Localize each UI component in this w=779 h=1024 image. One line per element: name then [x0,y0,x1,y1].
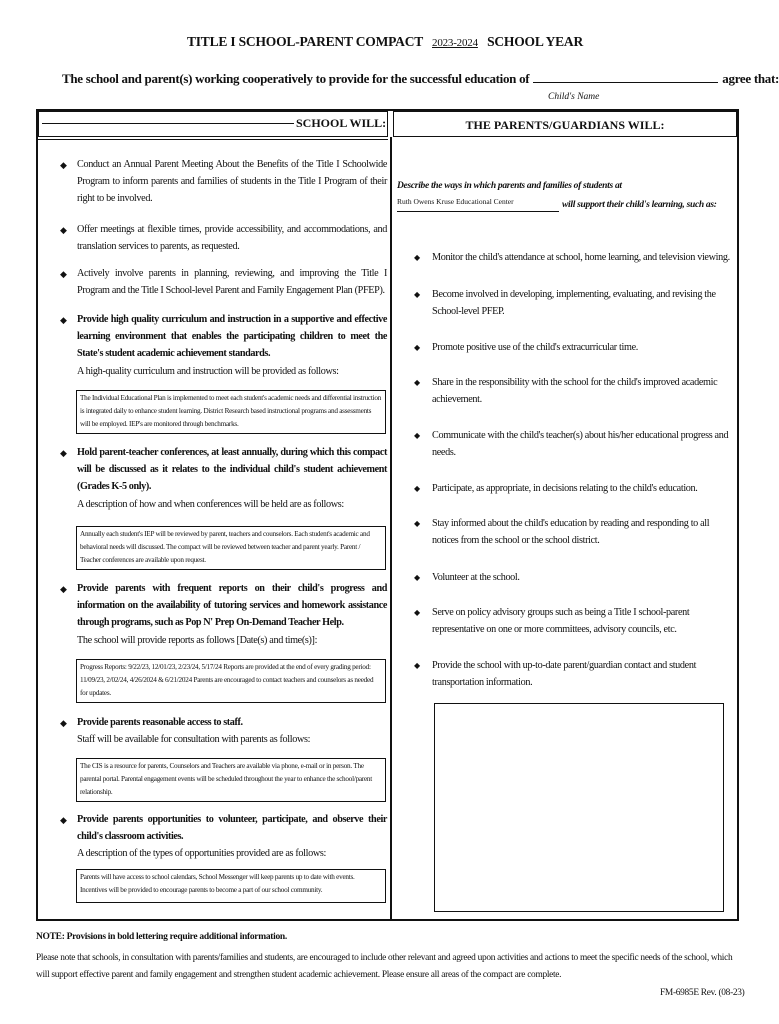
school-item-5-sub: A description of how and when conferences will be held are as follows: [77,499,344,510]
note-text: NOTE: Provisions in bold lettering require additional information. [36,932,287,942]
intro-sentence [62,71,779,87]
parents-will-heading: THE PARENTS/GUARDIANS WILL: [465,118,665,132]
bullet-icon: ◆ [60,315,67,325]
school-item-8-sub: A description of the types of opportunities provided are as follows: [77,848,326,859]
curriculum-box[interactable]: The Individual Educational Plan is implemented to meet each student's academic needs and differential instruction is integrated daily to enhance student learning. District Research based instructional programs and assessments will be employed. IEP's are monitored through benchmarks. [76,390,386,434]
bullet-icon: ◆ [414,608,421,617]
school-item-4-sub: A high-quality curriculum and instruction will be provided as follows: [77,366,339,377]
parent-item-1: Monitor the child's attendance at school, home learning, and television viewing. [432,252,730,263]
bullet-icon: ◆ [60,269,67,279]
school-name-field[interactable]: Ruth Owens Kruse Educational Center [397,197,559,212]
school-name-blank[interactable] [42,123,294,124]
bullet-icon: ◆ [414,431,421,440]
school-year: 2023-2024 [432,37,478,49]
parent-item-9: Serve on policy advisory groups such as being a Title I school-parent representative on one or more committees, advisory councils, etc. [432,607,690,635]
header-rule [38,139,388,140]
school-will-heading: SCHOOL WILL: [296,116,387,130]
reports-box[interactable]: Progress Reports: 9/22/23, 12/01/23, 2/23/24, 5/17/24 Reports are provided at the end of every grading period: 11/09/23, 2/02/24, 4/26/2024 & 6/21/2024 Parents are encouraged to contact teachers and counselors as needed for updates. [76,659,386,703]
bullet-icon: ◆ [60,718,67,728]
parent-item-10: Provide the school with up-to-date parent/guardian contact and student transportation information. [432,660,697,688]
school-item-7-sub: Staff will be available for consultation with parents as follows: [77,734,311,745]
parent-item-6: Participate, as appropriate, in decisions relating to the child's education. [432,483,698,494]
bullet-icon: ◆ [60,225,67,235]
bullet-icon: ◆ [60,448,67,458]
parent-item-4: Share in the responsibility with the school for the child's improved academic achievement. [432,377,718,405]
bullet-icon: ◆ [60,815,67,825]
bullet-icon: ◆ [414,484,421,493]
school-item-5: Hold parent-teacher conferences, at least annually, during which this compact will be discussed as it relates to the individual child's student achievement (Grades K-5 only). [77,447,387,492]
school-item-6-sub: The school will provide reports as follows [Date(s) and time(s)]: [77,635,318,646]
bullet-icon: ◆ [414,519,421,528]
school-item-7: Provide parents reasonable access to staff. [77,717,243,728]
school-item-2: Offer meetings at flexible times, provide accessibility, and accommodations, and translation services to parents, as requested. [77,224,387,252]
intro-start: The school and parent(s) working cooperatively to provide for the successful education of [62,71,530,86]
parent-item-2: Become involved in developing, implementing, evaluating, and revising the School-level PFEP. [432,289,716,317]
parent-item-3: Promote positive use of the child's extracurricular time. [432,342,638,353]
instructions-text: Please note that schools, in consultation with parents/families and students, are encouraged to include other relevant and agreed upon activities and actions to meet the specific needs of the school, which will support effective parent and family engagement and strengthen student academic achievement. Please ensure all areas of the compact are complete. [36,953,733,980]
conferences-box[interactable]: Annually each student's IEP will be reviewed by parent, teachers and counselors. Each student's academic and behavioral needs will discussed. The compact will be reviewed between teacher and parent yearly. Parent / Teacher conferences are available upon request. [76,526,386,570]
school-item-3: Actively involve parents in planning, reviewing, and improving the Title I Program and the Title I School-level Parent and Family Engagement Plan (PFEP). [77,268,387,296]
parent-item-5: Communicate with the child's teacher(s) about his/her educational progress and needs. [432,430,729,458]
school-item-4: Provide high quality curriculum and instruction in a supportive and effective learning environment that enables the participating children to meet the State's student academic achievement standards. [77,314,387,359]
parent-item-7: Stay informed about the child's education by reading and responding to all notices from the school or the school district. [432,518,710,546]
bullet-icon: ◆ [414,343,421,352]
school-item-8: Provide parents opportunities to volunteer, participate, and observe their child's classroom activities. [77,814,387,842]
bullet-icon: ◆ [414,290,421,299]
title-suffix: SCHOOL YEAR [487,34,584,49]
bullet-icon: ◆ [414,661,421,670]
bullet-icon: ◆ [60,584,67,594]
school-item-1: Conduct an Annual Parent Meeting About the Benefits of the Title I Schoolwide Program to inform parents and families of students in the Title I Program of their right to be involved. [77,159,387,204]
parent-additional-box[interactable] [434,703,724,912]
column-divider [390,137,392,921]
bullet-icon: ◆ [414,253,421,262]
title-prefix: TITLE I SCHOOL-PARENT COMPACT [186,34,423,49]
school-item-6: Provide parents with frequent reports on their child's progress and information on the availability of tutoring services and homework assistance through programs, such as Pop N' Prep On-Demand Teacher Help. [77,583,387,628]
volunteer-box[interactable]: Parents will have access to school calendars, School Messenger will keep parents up to date with events. Incentives will be provided to encourage parents to become a part of our school community. [76,869,386,903]
support-text: will support their child's learning, such as: [562,200,717,210]
describe-text: Describe the ways in which parents and families of students at [397,181,622,191]
parent-item-8: Volunteer at the school. [432,572,520,583]
child-name-label: Child's Name [548,92,600,102]
child-name-field[interactable] [533,72,718,83]
page-title [0,34,770,50]
bullet-icon: ◆ [414,573,421,582]
form-number: FM-6985E Rev. (08-23) [660,988,745,998]
staff-access-box[interactable]: The CIS is a resource for parents, Counselors and Teachers are available via phone, e-mail or in person. The parental portal. Parental engagement events will be scheduled throughout the year to enhance the school/parent relationship. [76,758,386,802]
intro-end: agree that: [722,71,779,86]
bullet-icon: ◆ [414,378,421,387]
bullet-icon: ◆ [60,160,67,170]
